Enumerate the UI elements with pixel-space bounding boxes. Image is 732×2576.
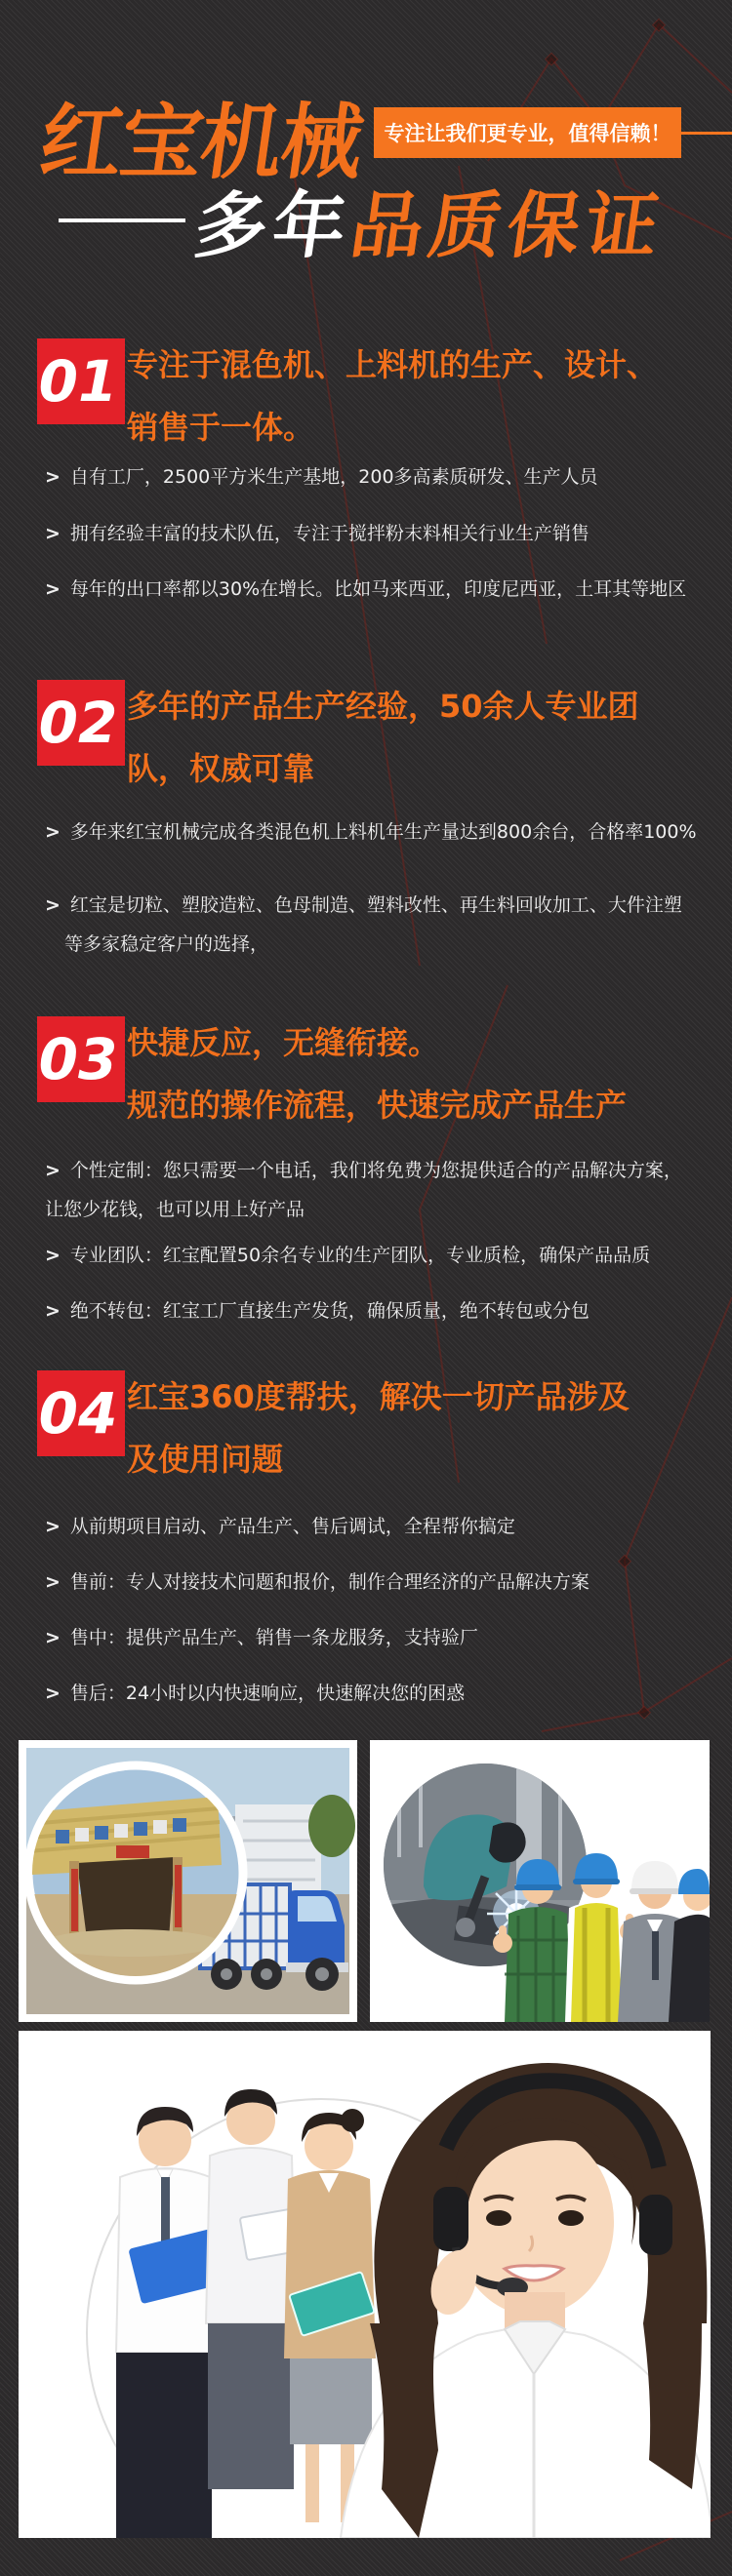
trousers	[208, 2323, 294, 2489]
tree	[308, 1795, 355, 1857]
subtitle-dash-decoration	[59, 218, 185, 222]
safety-vest	[571, 1903, 622, 2022]
red-sign	[116, 1845, 149, 1858]
bullet-marker: >	[45, 1571, 61, 1593]
section-03-title: 快捷反应，无缝衔接。 规范的操作流程，快速完成产品生产	[127, 1024, 628, 1124]
bullet-marker: >	[45, 466, 61, 488]
section-02-number-badge	[37, 680, 125, 766]
tagline-ribbon	[374, 107, 681, 158]
bullet-item: > 个性定制：您只需要一个电话，我们将免费为您提供适合的产品解决方案， 让您少花钱，也可以用上好产品	[45, 1160, 682, 1220]
bullet-item: > 从前期项目启动、产品生产、售后调试，全程帮你搞定	[45, 1516, 515, 1537]
customer-service-photo	[19, 2031, 711, 2538]
bullet-item: > 售中：提供产品生产、销售一条龙服务，支持验厂	[45, 1627, 478, 1648]
section-03	[0, 1011, 732, 1343]
red-banner-right	[175, 1865, 182, 1927]
section-01-title: 专注于混色机、上料机的生产、设计、 销售于一体。	[127, 346, 659, 446]
bullet-item: > 拥有经验丰富的技术队伍，专注于搅拌粉末料相关行业生产销售	[45, 523, 590, 544]
section-02	[0, 675, 732, 997]
bullet-marker: >	[45, 523, 61, 544]
trousers	[116, 2353, 212, 2538]
ribbon-line-decoration	[681, 132, 732, 135]
section-03-number: 03	[38, 1026, 118, 1092]
bullet-marker: >	[45, 1160, 61, 1181]
bullet-item: > 每年的出口率都以30%在增长。比如马来西亚，印度尼西亚，土耳其等地区	[45, 578, 687, 600]
section-04-title: 红宝360度帮扶，解决一切产品涉及 及使用问题	[127, 1378, 630, 1478]
section-03-number-badge	[37, 1016, 125, 1102]
page-subtitle	[188, 184, 671, 268]
bullet-item: > 售前：专人对接技术问题和报价，制作合理经济的产品解决方案	[45, 1571, 590, 1593]
subtitle-white: 多年	[188, 184, 358, 268]
bullet-marker: >	[45, 1245, 61, 1266]
welding-glove	[456, 1918, 475, 1937]
bullet-marker: >	[45, 1627, 61, 1648]
bullet-item: > 多年来红宝机械完成各类混色机上料机年生产量达到800余台，合格率100%	[45, 821, 697, 843]
red-banner-left	[71, 1869, 78, 1931]
skirt	[290, 2358, 372, 2444]
subtitle-orange: 品质保证	[345, 184, 671, 268]
bullet-item: > 专业团队：红宝配置50余名专业的生产团队，专业质检，确保产品品质	[45, 1245, 651, 1266]
bullet-item: > 售后：24小时以内快速响应，快速解决您的困惑	[45, 1683, 466, 1704]
tagline-text: 专注让我们更专业，值得信赖！	[384, 122, 671, 145]
tie	[652, 1931, 659, 1980]
brand-title: 红宝机械	[34, 95, 368, 190]
bullet-item: > 绝不转包：红宝工厂直接生产发货，确保质量，绝不转包或分包	[45, 1300, 590, 1322]
section-04-number: 04	[38, 1380, 118, 1447]
bullet-item: > 自有工厂，2500平方米生产基地，200多高素质研发、生产人员	[45, 466, 598, 488]
section-04	[0, 1366, 732, 1736]
bullet-marker: >	[45, 1300, 61, 1322]
bullet-item: > 红宝是切粒、塑胶造粒、色母制造、塑料改性、再生料回收加工、大件注塑 等多家稳定客户的选择，	[45, 894, 682, 955]
worker-team	[493, 1853, 710, 2022]
bullet-marker: >	[45, 578, 61, 600]
bullet-marker: >	[45, 821, 61, 843]
team-photo	[370, 1740, 710, 2022]
hair-bun	[341, 2109, 364, 2132]
bullet-marker: >	[45, 1683, 61, 1704]
factory-circle-vignette	[26, 1765, 243, 1982]
section-01-number-badge	[37, 338, 125, 424]
white-building	[235, 1804, 321, 1896]
section-01-number: 01	[38, 348, 118, 415]
section-02-title: 多年的产品生产经验，50余人专业团 队，权威可靠	[127, 688, 639, 787]
section-02-number: 02	[38, 690, 118, 756]
factory-photo	[19, 1740, 357, 2022]
section-01	[0, 334, 732, 675]
bullet-marker: >	[45, 1516, 61, 1537]
section-04-number-badge	[37, 1370, 125, 1456]
bullet-marker: >	[45, 894, 61, 916]
factory-entrance	[77, 1857, 175, 1939]
